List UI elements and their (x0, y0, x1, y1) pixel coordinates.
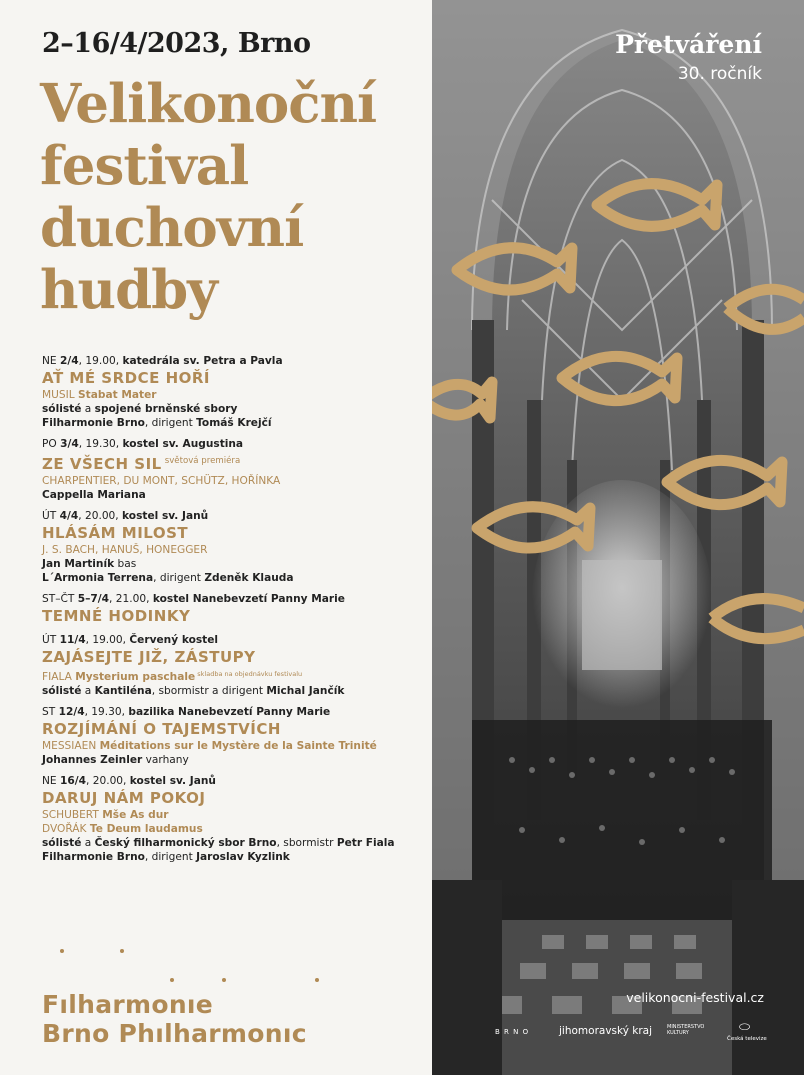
filharmonie-brno-logo: Fılharmonıe Brno Phılharmonıc (42, 990, 307, 1048)
concert-datetime-venue: NE 16/4, 20.00, kostel sv. Janů (42, 775, 216, 787)
concert-performers: sólisté a spojené brněnské sbory (42, 403, 238, 415)
concert-works: FIALA Mysterium paschale $^{skladba na objednávku festivalu}$ (42, 670, 303, 683)
concert-works: SCHUBERT Mše As dur (42, 809, 169, 821)
concert-works: MUSIL Stabat Mater (42, 389, 157, 401)
concert-datetime-venue: ÚT 4/4, 20.00, kostel sv. Janů (42, 510, 209, 522)
concert-performers: Filharmonie Brno, dirigent Tomáš Krejčí (42, 417, 272, 429)
concert-datetime-venue: NE 2/4, 19.00, katedrála sv. Petra a Pavla (42, 355, 283, 367)
festival-theme: Přetváření (615, 30, 762, 59)
concert-performers: sólisté a Kantiléna, sbormistr a dirigent Michal Jančík (42, 685, 345, 697)
cathedral-photo (432, 0, 804, 1075)
festival-title (40, 73, 376, 321)
ceska-televize-icon: ⬭ (739, 1020, 751, 1035)
concert-works: MESSIAEN Méditations sur le Mystère de la Sainte Trinité (42, 740, 377, 752)
concert-works: J. S. BACH, HANUŠ, HONEGGER (42, 544, 208, 556)
festival-edition: 30. ročník (677, 64, 762, 84)
concert-performers: sólisté a Český filharmonický sbor Brno, sbormistr Petr Fiala (42, 837, 395, 849)
festival-website-link[interactable]: velikonocni-festival.cz (626, 990, 764, 1005)
cathedral-illustration (432, 0, 804, 1075)
concert-performers: Johannes Zeinler varhany (42, 754, 189, 766)
title-line: duchovní (40, 197, 304, 259)
concert-title: TEMNÉ HODINKY (42, 607, 191, 625)
concert-works: CHARPENTIER, DU MONT, SCHÜTZ, HOŘÍNKA (42, 475, 281, 487)
concert-title: DARUJ NÁM POKOJ (42, 789, 206, 807)
concert-performers: Filharmonie Brno, dirigent Jaroslav Kyzlink (42, 851, 290, 863)
premiere-note: světová premiéra (164, 456, 241, 466)
brno-logo: B R N O (495, 1028, 530, 1036)
concert-title: AŤ MÉ SRDCE HOŘÍ (42, 369, 211, 387)
concert-title: ZE VŠECH SIL $^{světová premiéra}$ (42, 455, 241, 473)
concert-title: ZAJÁSEJTE JIŽ, ZÁSTUPY (42, 648, 256, 666)
concert-item (42, 437, 427, 502)
title-line: Velikonoční (40, 73, 377, 135)
concert-item (42, 705, 427, 767)
concert-performers: L´Armonia Terrena, dirigent Zdeněk Klauda (42, 572, 294, 584)
ceska-televize-logo: Česká televize (727, 1036, 767, 1042)
concert-item (42, 774, 427, 864)
title-line: festival (40, 135, 249, 197)
concert-item (42, 509, 427, 585)
concert-datetime-venue: ÚT 11/4, 19.00, Červený kostel (42, 634, 219, 646)
ministry-logo: MINISTERSTVO KULTURY (667, 1024, 705, 1036)
concert-title: HLÁSÁM MILOST (42, 524, 189, 542)
jmk-logo: jihomoravský kraj (559, 1025, 653, 1037)
concert-datetime-venue: PO 3/4, 19.30, kostel sv. Augustina (42, 438, 244, 450)
concert-title: ROZJÍMÁNÍ O TAJEMSTVÍCH (42, 720, 281, 738)
concert-datetime-venue: ST 12/4, 19.30, bazilika Nanebevzetí Panny Marie (42, 706, 331, 718)
concert-item (42, 633, 427, 698)
concert-item (42, 354, 427, 430)
festival-dates: 2–16/4/2023, Brno (42, 28, 311, 59)
concert-works: DVOŘÁK Te Deum laudamus (42, 823, 203, 835)
concert-program (42, 354, 427, 871)
concert-performers: Cappella Mariana (42, 489, 146, 501)
concert-performers: Jan Martiník bas (42, 558, 137, 570)
concert-datetime-venue: ST–ČT 5–7/4, 21.00, kostel Nanebevzetí Panny Marie (42, 593, 345, 605)
partner-logos (495, 1022, 775, 1048)
concert-item (42, 592, 427, 626)
title-line: hudby (40, 259, 217, 321)
